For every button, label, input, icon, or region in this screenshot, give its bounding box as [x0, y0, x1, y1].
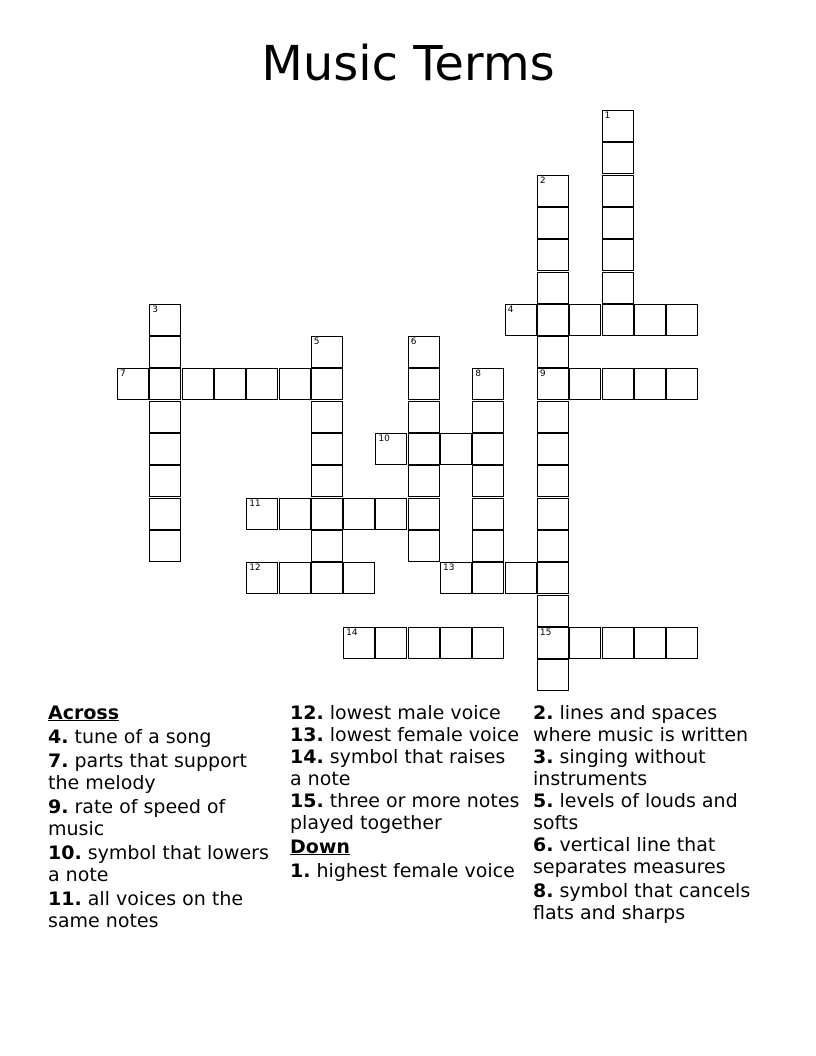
clue-column-1 [48, 702, 278, 932]
grid-cell[interactable] [246, 498, 278, 530]
grid-cell[interactable] [602, 142, 634, 174]
grid-cell[interactable] [311, 562, 343, 594]
clue-down-5: 5. levels of louds and softs [533, 790, 738, 834]
grid-cell[interactable] [472, 562, 504, 594]
clue-number: 6 [410, 337, 417, 348]
across-heading: Across [48, 702, 120, 724]
grid-cell[interactable] [602, 304, 634, 336]
clue-across-11: 11. all voices on the same notes [48, 888, 244, 932]
clue-across-14: 14. symbol that raises a note [290, 746, 506, 790]
grid-cell[interactable] [537, 627, 569, 659]
grid-cell[interactable] [375, 498, 407, 530]
grid-cell[interactable] [472, 433, 504, 465]
clue-number: 4 [507, 304, 514, 315]
grid-cell[interactable] [214, 368, 246, 400]
grid-cell[interactable] [537, 368, 569, 400]
grid-cell[interactable] [149, 433, 181, 465]
grid-cell[interactable] [537, 336, 569, 368]
grid-cell[interactable] [505, 562, 537, 594]
grid-cell[interactable] [602, 272, 634, 304]
grid-cell[interactable] [472, 368, 504, 400]
grid-cell[interactable] [311, 336, 343, 368]
down-heading: Down [290, 836, 350, 858]
grid-cell[interactable] [408, 530, 440, 562]
grid-cell[interactable] [569, 627, 601, 659]
grid-cell[interactable] [311, 530, 343, 562]
grid-cell[interactable] [666, 627, 698, 659]
grid-cell[interactable] [602, 175, 634, 207]
puzzle-title: Music Terms [261, 36, 555, 92]
grid-cell[interactable] [311, 498, 343, 530]
grid-cell[interactable] [537, 401, 569, 433]
grid-cell[interactable] [408, 465, 440, 497]
clue-number: 15 [539, 627, 552, 638]
clue-across-9: 9. rate of speed of music [48, 796, 226, 840]
grid-cell[interactable] [408, 433, 440, 465]
grid-cell[interactable] [472, 465, 504, 497]
grid-cell[interactable] [408, 401, 440, 433]
grid-cell[interactable] [537, 498, 569, 530]
grid-cell[interactable] [343, 562, 375, 594]
grid-cell[interactable] [537, 272, 569, 304]
clue-column-2 [290, 702, 522, 882]
grid-cell[interactable] [149, 368, 181, 400]
clue-number: 11 [249, 498, 261, 509]
grid-cell[interactable] [634, 368, 666, 400]
grid-cell[interactable] [569, 368, 601, 400]
grid-cell[interactable] [537, 207, 569, 239]
grid-cell[interactable] [602, 627, 634, 659]
grid-cell[interactable] [311, 465, 343, 497]
grid-cell[interactable] [537, 659, 569, 691]
grid-cell[interactable] [246, 562, 278, 594]
grid-cell[interactable] [537, 304, 569, 336]
grid-cell[interactable] [440, 433, 472, 465]
grid-cell[interactable] [408, 627, 440, 659]
grid-cell[interactable] [343, 627, 375, 659]
grid-cell[interactable] [472, 530, 504, 562]
clue-across-12: 12. lowest male voice [290, 702, 501, 724]
clue-across-15: 15. three or more notes played together [290, 790, 520, 834]
grid-cell[interactable] [666, 368, 698, 400]
clue-down-1: 1. highest female voice [290, 860, 515, 882]
grid-cell[interactable] [472, 627, 504, 659]
grid-cell[interactable] [408, 368, 440, 400]
grid-cell[interactable] [505, 304, 537, 336]
grid-cell[interactable] [149, 304, 181, 336]
grid-cell[interactable] [149, 465, 181, 497]
grid-cell[interactable] [666, 304, 698, 336]
grid-cell[interactable] [117, 368, 149, 400]
clue-number: 2 [539, 175, 546, 186]
grid-cell[interactable] [375, 433, 407, 465]
grid-cell[interactable] [472, 498, 504, 530]
clue-across-10: 10. symbol that lowers a note [48, 842, 269, 886]
grid-cell[interactable] [537, 175, 569, 207]
clue-down-2: 2. lines and spaces where music is written [533, 702, 749, 746]
clue-column-3 [533, 702, 773, 924]
grid-cell[interactable] [408, 336, 440, 368]
clue-number: 10 [378, 434, 390, 444]
clue-across-4: 4. tune of a song [48, 726, 212, 748]
grid-cell[interactable] [246, 368, 278, 400]
clue-number: 5 [313, 337, 320, 348]
grid-cell[interactable] [408, 498, 440, 530]
clue-number: 3 [152, 304, 159, 315]
grid-cell[interactable] [311, 401, 343, 433]
clue-number: 8 [475, 369, 482, 380]
grid-cell[interactable] [537, 530, 569, 562]
clue-across-7: 7. parts that support the melody [48, 750, 247, 794]
grid-cell[interactable] [537, 562, 569, 594]
grid-cell[interactable] [537, 239, 569, 271]
grid-cell[interactable] [537, 465, 569, 497]
grid-cell[interactable] [149, 530, 181, 562]
grid-cell[interactable] [569, 304, 601, 336]
grid-cell[interactable] [602, 110, 634, 142]
grid-cell[interactable] [279, 562, 311, 594]
grid-cell[interactable] [440, 562, 472, 594]
grid-cell[interactable] [279, 498, 311, 530]
grid-cell[interactable] [182, 368, 214, 400]
grid-cell[interactable] [634, 304, 666, 336]
grid-cell[interactable] [149, 336, 181, 368]
clue-down-8: 8. symbol that cancels flats and sharps [533, 880, 751, 924]
clue-across-13: 13. lowest female voice [290, 724, 520, 746]
clue-number: 13 [443, 563, 455, 574]
grid-cell[interactable] [149, 401, 181, 433]
clue-number: 9 [539, 369, 546, 380]
clue-number: 12 [249, 563, 261, 574]
grid-cell[interactable] [602, 368, 634, 400]
clue-number: 14 [346, 627, 358, 638]
grid-cell[interactable] [602, 239, 634, 271]
clue-down-3: 3. singing without instruments [533, 746, 706, 790]
clue-number: 1 [604, 111, 611, 121]
grid-cell[interactable] [149, 498, 181, 530]
clue-down-6: 6. vertical line that separates measures [533, 834, 726, 878]
grid-cell[interactable] [343, 498, 375, 530]
clue-number: 7 [120, 369, 126, 380]
grid-cell[interactable] [279, 368, 311, 400]
grid-cell[interactable] [311, 368, 343, 400]
grid-cell[interactable] [440, 627, 472, 659]
grid-cell[interactable] [634, 627, 666, 659]
grid-cell[interactable] [537, 433, 569, 465]
grid-cell[interactable] [375, 627, 407, 659]
grid-cell[interactable] [311, 433, 343, 465]
grid-cell[interactable] [472, 401, 504, 433]
grid-cell[interactable] [537, 595, 569, 627]
grid-cell[interactable] [602, 207, 634, 239]
